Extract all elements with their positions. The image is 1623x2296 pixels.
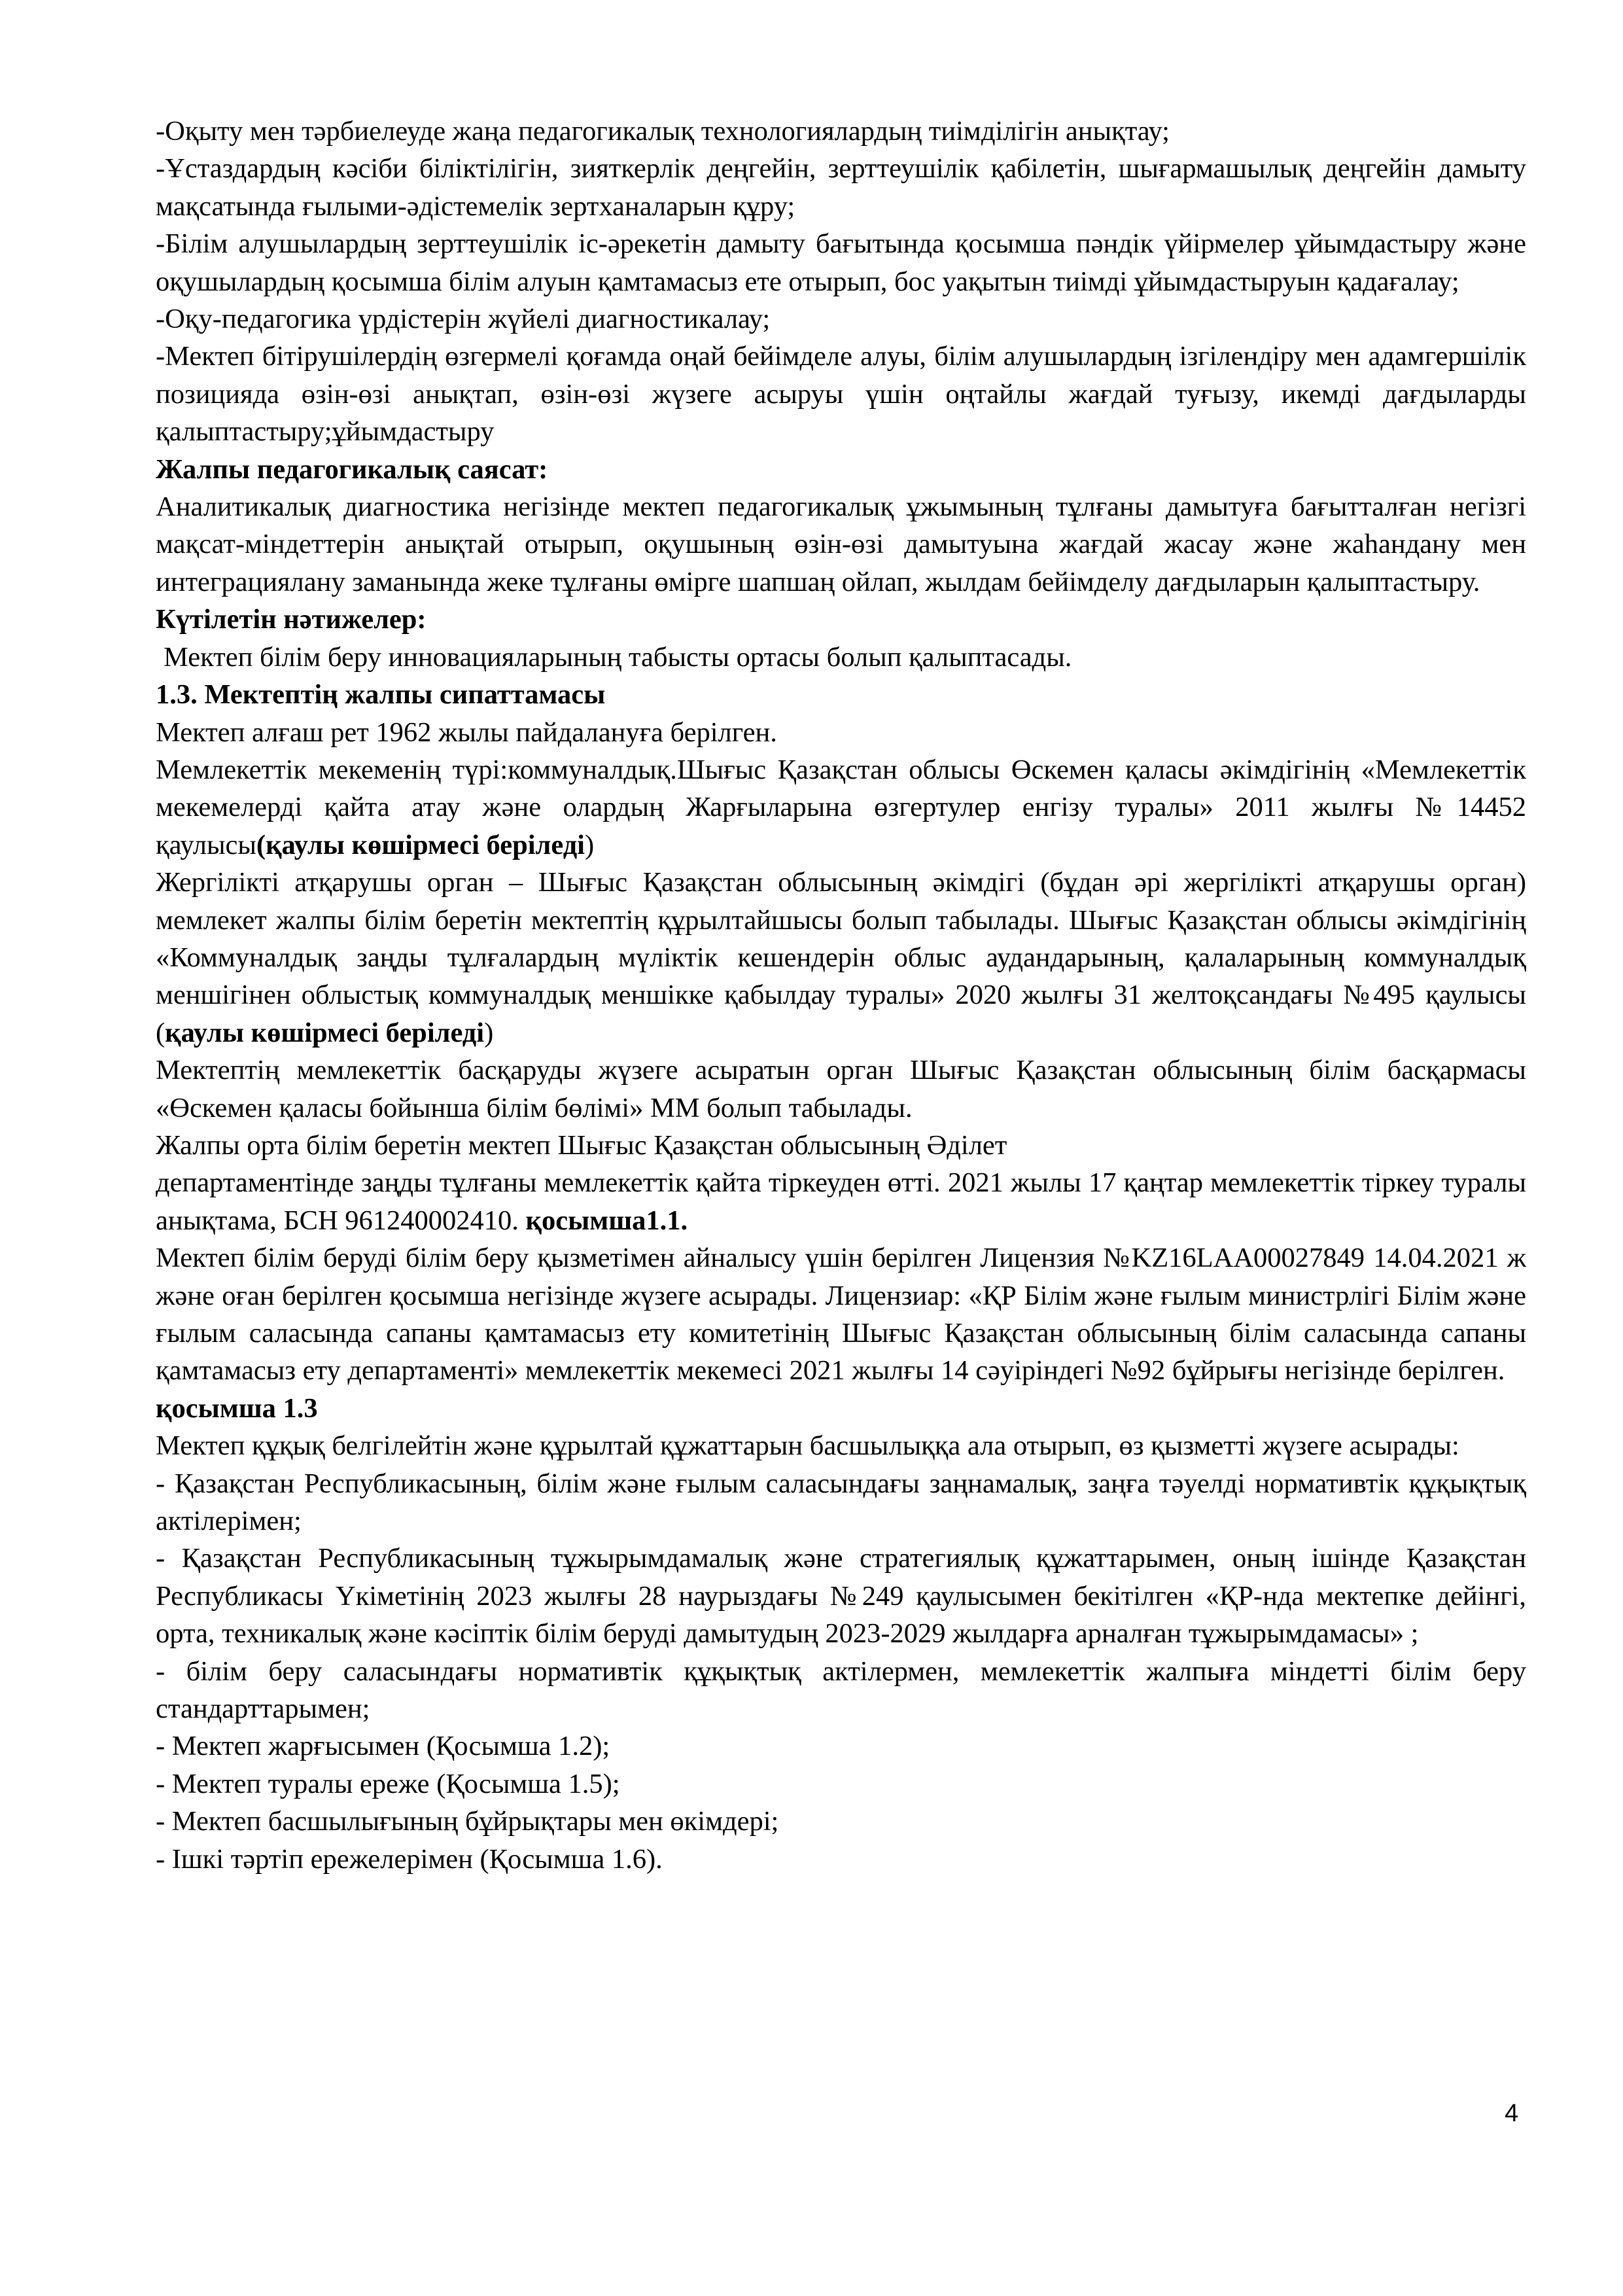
page-number: 4 bbox=[1505, 2100, 1519, 2127]
basis-item-7: - Ішкі тәртіп ережелерімен (Қосымша 1.6). bbox=[156, 1843, 663, 1875]
basis-intro: Мектеп құқық белгілейтін және құрылтай құжаттарын басшылыққа ала отырып, өз қызметті жүзеге асырады: bbox=[156, 1430, 1459, 1462]
basis-item-6: - Мектеп басшылығының бұйрықтары мен өкімдері; bbox=[156, 1806, 779, 1837]
registration-paragraph bbox=[156, 1164, 1526, 1239]
opened-text: Мектеп алғаш рет 1962 жылы пайдалануға берілген. bbox=[156, 716, 777, 748]
license-appendix: қосымша 1.3 bbox=[156, 1392, 318, 1424]
results-text: Мектеп білім беру инновацияларының табысты ортасы болып қалыптасады. bbox=[164, 641, 1072, 673]
objective-5: -Мектеп бітірушілердің өзгермелі қоғамда оңай бейімделе алуы, білім алушылардың ізгілендіру мен адамгершілік позицияда өзін-өзі анықтап, өзін-өзі жүзеге асыруы үшін оңтайлы жағдай туғызу, икемді дағдыларды қалыптастыру;ұйымдастыру bbox=[156, 341, 1526, 448]
founder-paragraph bbox=[156, 864, 1526, 1051]
institution-type-paragraph bbox=[156, 751, 1526, 864]
section-heading: 1.3. Мектептің жалпы сипаттамасы bbox=[156, 679, 606, 711]
objective-3: -Білім алушылардың зерттеушілік іс-әрекетін дамыту бағытында қосымша пәндік үйірмелер ұйымдастыру және оқушылардың қосымша білім алуын қамтамасыз ете отырып, бос уақытын тиімді ұйымдастыруын қадағалау; bbox=[156, 228, 1526, 297]
policy-heading: Жалпы педагогикалық саясат: bbox=[156, 453, 548, 485]
institution-type-text: Мемлекеттік мекеменің түрі:коммуналдық.Шығыс Қазақстан облысы Өскемен қаласы әкімдігінің «Мемлекеттік мекемелерді қайта атау және олардың Жарғыларына өзгертулер енгізу туралы» 2011 жылғы №14452 қаулысы bbox=[156, 754, 1526, 860]
objective-1: -Оқыту мен тәрбиелеуде жаңа педагогикалық технологиялардың тиімділігін анықтау; bbox=[156, 116, 1170, 147]
founder-text: Жергілікті атқарушы орган – Шығыс Қазақстан облысының әкімдігі (бұдан әрі жергілікті атқарушы орган) мемлекет жалпы білім беретін мектептің құрылтайшысы болып табылады. Шығыс Қазақстан облысы әкімдігінің «Коммуналдық заңды тұлғалардың мүліктік кешендерін облыс аудандарының, қалаларының коммуналдық меншігінен облыстық коммуналдық меншікке қабылдау туралы» 2020 жылғы 31 желтоқсандағы №495 қаулысы ( bbox=[156, 867, 1526, 1048]
page-content bbox=[156, 113, 1526, 1878]
basis-item-4: - Мектеп жарғысымен (Қосымша 1.2); bbox=[156, 1731, 610, 1762]
license-text: Мектеп білім беруді білім беру қызметімен айналысу үшін берілген Лицензия №KZ16LAA00027849 14.04.2021 ж және оған берілген қосымша негізінде жүзеге асырады. Лицензиар: «ҚР Білім және ғылым министрлігі Білім және ғылым саласында сапаны қамтамасыз ету комитетінің Шығыс Қазақстан облысының білім саласында сапаны қамтамасыз ету департаменті» мемлекеттік мекемесі 2021 жылғы 14 сәуіріндегі №92 бұйрығы негізінде берілген. bbox=[156, 1243, 1526, 1386]
management-text: Мектептің мемлекеттік басқаруды жүзеге асыратын орган Шығыс Қазақстан облысының білім басқармасы «Өскемен қаласы бойынша білім бөлімі» ММ болып табылады. bbox=[156, 1055, 1526, 1123]
basis-item-2: - Қазақстан Республикасының тұжырымдамалық және стратегиялық құжаттарымен, оның ішінде Қазақстан Республикасы Үкіметінің 2023 жылғы 28 наурыздағы №249 қаулысымен бекітілген «ҚР-нда мектепке дейінгі, орта, техникалық және кәсіптік білім беруді дамытудың 2023-2029 жылдарға арналған тұжырымдамасы» ; bbox=[156, 1543, 1526, 1650]
policy-text: Аналитикалық диагностика негізінде мектеп педагогикалық ұжымының тұлғаны дамытуға бағытталған негізгі мақсат-міндеттерін анықтай отырып, оқушының өзін-өзі дамытуына жағдай жасау және жаһандану мен интеграциялану заманында жеке тұлғаны өмірге шапшаң ойлап, жылдам бейімделу дағдыларын қалыптастыру. bbox=[156, 491, 1526, 597]
objective-4: -Оқу-педагогика үрдістерін жүйелі диагностикалау; bbox=[156, 304, 771, 335]
registration-line: Жалпы орта білім беретін мектеп Шығыс Қазақстан облысының Әділет bbox=[156, 1129, 1007, 1161]
institution-type-tail: ) bbox=[585, 829, 595, 860]
founder-tail: ) bbox=[484, 1017, 494, 1048]
results-heading: Күтілетін нәтижелер: bbox=[156, 604, 427, 635]
basis-item-5: - Мектеп туралы ереже (Қосымша 1.5); bbox=[156, 1768, 620, 1799]
basis-item-1: - Қазақстан Республикасының, білім және ғылым саласындағы заңнамалық, заңға тәуелді нормативтік құқықтық актілерімен; bbox=[156, 1468, 1526, 1537]
objective-2: -Ұстаздардың кәсіби біліктілігін, зияткерлік деңгейін, зерттеушілік қабілетін, шығармашылық деңгейін дамыту мақсатында ғылыми-әдістемелік зертханаларын құру; bbox=[156, 153, 1526, 222]
founder-note: қаулы көшірмесі беріледі bbox=[165, 1017, 485, 1048]
registration-text: департаментінде заңды тұлғаны мемлекеттік қайта тіркеуден өтті. 2021 жылы 17 қаңтар мемлекеттік тіркеу туралы анықтама, БСН 961240002410. bbox=[156, 1167, 1526, 1236]
basis-item-3: - білім беру саласындағы нормативтік құқықтық актілермен, мемлекеттік жалпыға міндетті білім беру стандарттарымен; bbox=[156, 1655, 1526, 1725]
registration-appendix: қосымша1.1. bbox=[525, 1205, 688, 1236]
institution-type-note: (қаулы көшірмесі беріледі bbox=[256, 829, 585, 860]
